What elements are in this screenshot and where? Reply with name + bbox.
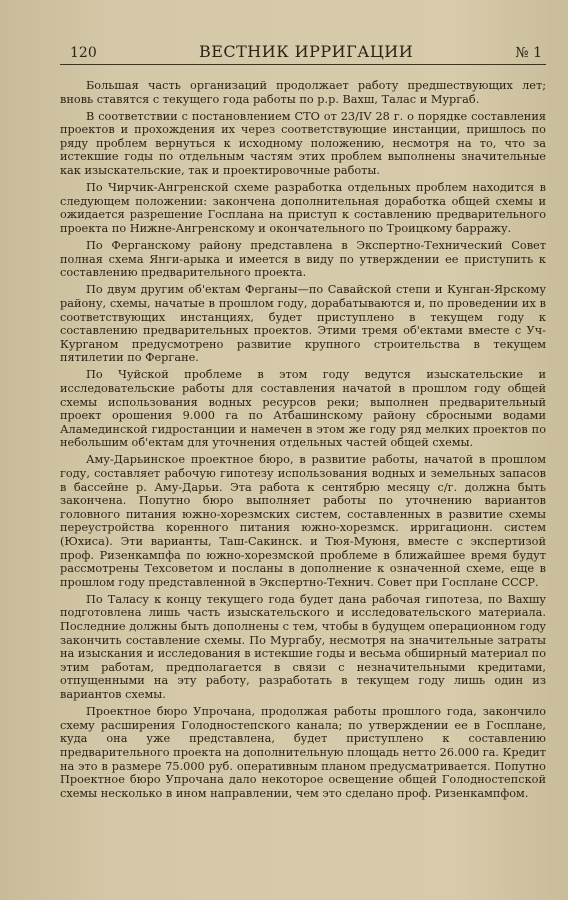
body-text: [60, 79, 546, 800]
journal-title: ВЕСТНИК ИРРИГАЦИИ: [198, 42, 414, 61]
paragraph-8: По Таласу к концу текущего года будет дана рабочая гипотеза, по Вахшу подготовлена лишь часть изыскательского и исследовательского материала. Последние должны быть дополнены с тем, чтобы в будущем операционном году закончить составление схемы. По Мургабу, несмотря на значительные затраты на изыскания и исследования в истекшие годы и весьма обширный материал по этим работам, предполагается в связи с незначительными кредитами, отпущенными на эту работу, разработать в текущем году лишь один из вариантов схемы.: [60, 592, 546, 702]
paragraph-6: По Чуйской проблеме в этом году ведутся изыскательские и исследовательские работы для составления начатой в прошлом году общей схемы использования водных ресурсов реки; выполнен предварительный проект орошения 9.000 га по Атбашинскому району сбросными водами Аламединской гидростанции и намечен в этом же году ряд мелких проектов по небольшим об'ектам для уточнения отдельных частей общей схемы.: [60, 368, 546, 450]
paragraph-3: По Чирчик-Ангренской схеме разработка отдельных проблем находится в следующем положении: закончена дополнительная доработка общей схемы и ожидается разрешение Госплана на приступ к составлению предварительного проекта по Нижне-Ангренскому и окончательного по Троицкому барражу.: [60, 181, 546, 235]
issue-number: № 1: [515, 45, 542, 61]
paragraph-4: По Ферганскому району представлена в Экспертно-Технический Совет полная схема Янги-арыка и имеется в виду по утверждении ее приступить к составлению предварительного проекта.: [60, 239, 546, 280]
paragraph-2: В соответствии с постановлением СТО от 23/IV 28 г. о порядке составления проектов и прохождения их через соответствующие инстанции, пришлось по ряду проблем вернуться к исходному положению, несмотря на то, что за истекшие годы по отдельным частям этих проблем выполнены значительные как изыскательские, так и проектировочные работы.: [60, 109, 546, 178]
paragraph-1: Большая часть организаций продолжает работу предшествующих лет; вновь ставятся с текущего года работы по р.р. Вахш, Талас и Мургаб.: [60, 79, 546, 106]
running-header: [60, 42, 546, 65]
page-number: 120: [70, 45, 97, 61]
paragraph-7: Аму-Дарьинское проектное бюро, в развитие работы, начатой в прошлом году, составляет рабочую гипотезу использования водных и земельных запасов в бассейне р. Аму-Дарьи. Эта работа к сентябрю месяцу с/г. должна быть закончена. Попутно бюро выполняет работы по уточнению вариантов головного питания южно-хорезмских систем, составленных в развитие схемы переустройства коренного питания южно-хорезмск. ирригационн. систем (Юхиса). Эти варианты, Таш-Сакинск. и Тюя-Муюня, вместе с экспертизой проф. Ризенкампфа по южно-хорезмской проблеме в ближайшее время будут рассмотрены Техсоветом и посланы в дополнение к означенной схеме, еще в прошлом году представленной в Экспертно-Технич. Совет при Госплане СССР.: [60, 453, 546, 589]
paragraph-5: По двум другим об'ектам Ферганы—по Савайской степи и Кунган-Ярскому району, схемы, начатые в прошлом году, дорабатываются и, по проведении их в соответствующих инстанциях, будет приступлено в текущем году к составлению предварительных проектов. Этими тремя об'ектами вместе с Уч-Курганом предусмотрено развитие крупного строительства в текущем пятилетии по Фергане.: [60, 283, 546, 365]
paragraph-9: Проектное бюро Упрочана, продолжая работы прошлого года, закончило схему расширения Голодностепского канала; по утверждении ее в Госплане, куда она уже представлена, будет приступлено к составлению предварительного проекта на дополнительную площадь нетто 26.000 га. Кредит на это в размере 75.000 руб. оперативным планом предусматривается. Попутно Проектное бюро Упрочана дало некоторое освещение общей Голодностепской схемы несколько в ином направлении, чем это сделано проф. Ризенкампфом.: [60, 705, 546, 800]
